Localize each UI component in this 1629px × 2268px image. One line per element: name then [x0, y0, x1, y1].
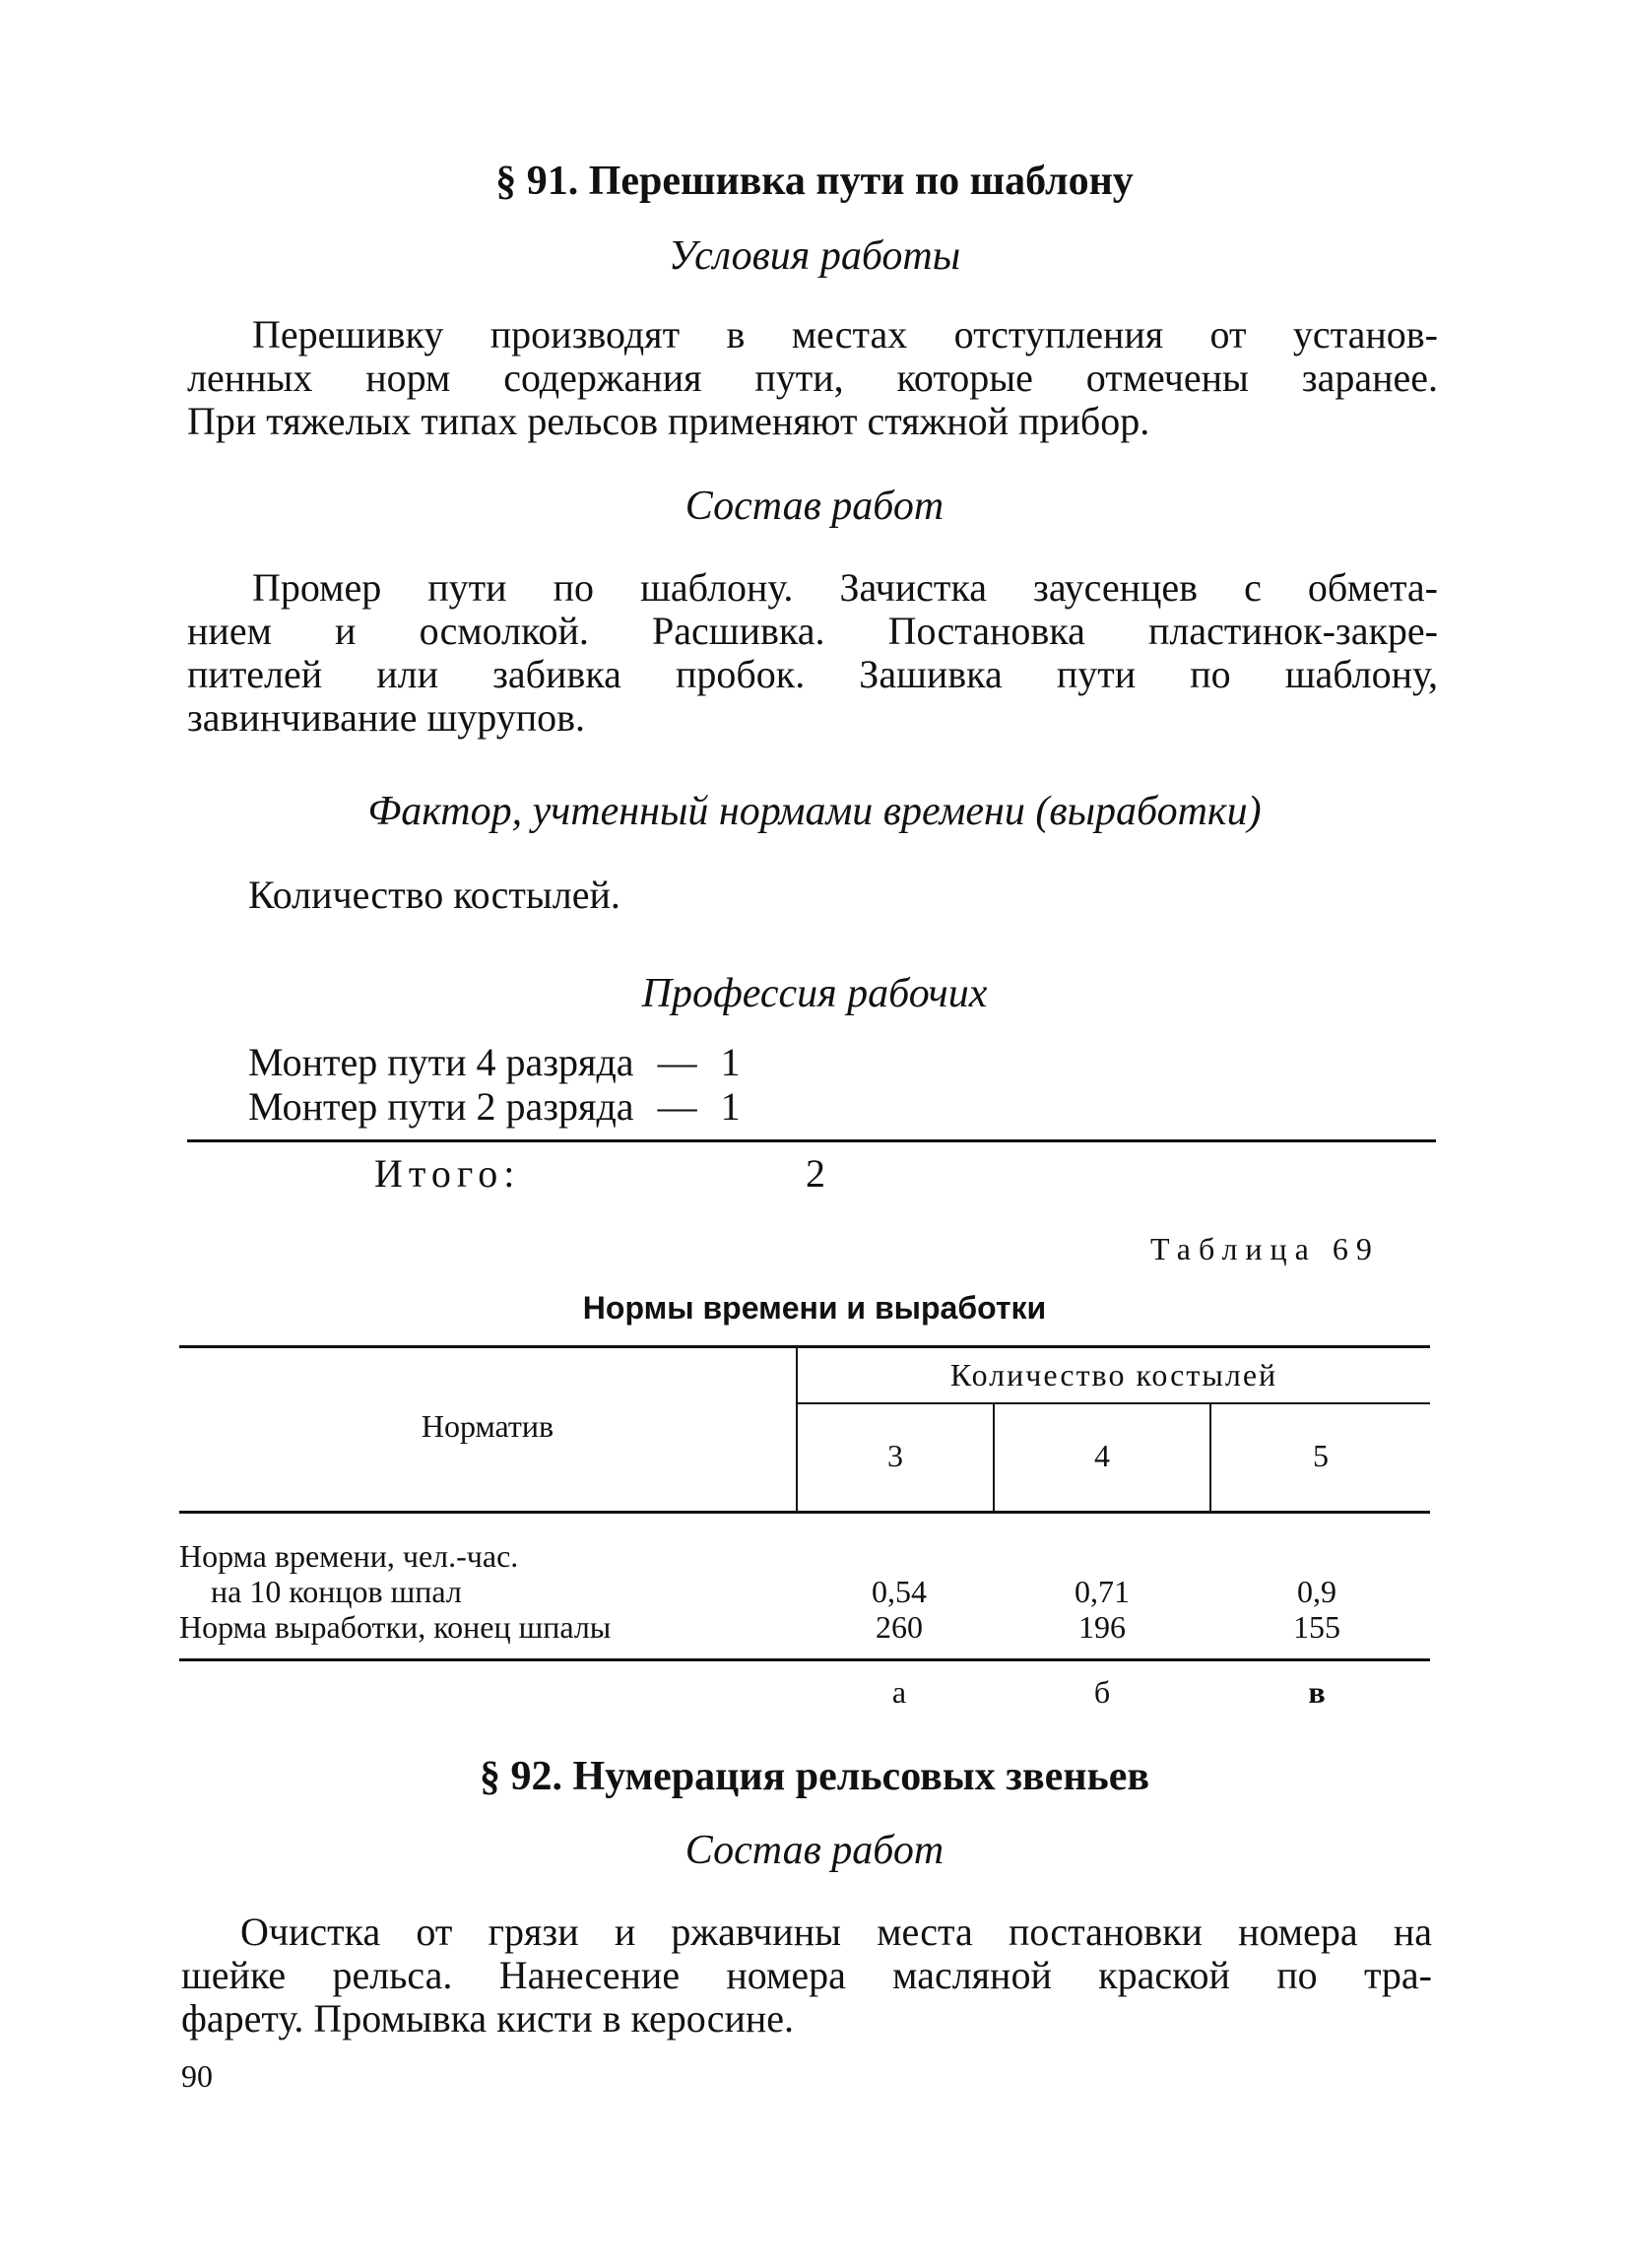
- worker-count: 1: [720, 1084, 741, 1129]
- table-cell: 155: [1293, 1609, 1340, 1645]
- composition-92-line-2: шейке рельса. Нанесение номера масляной краской по тра-: [181, 1953, 1432, 1997]
- factor-heading: Фактор, учтенный нормами времени (выработки): [367, 789, 1262, 834]
- table-top-rule: [179, 1345, 1430, 1348]
- header-column: 5: [1313, 1438, 1329, 1473]
- table-header-bottom-rule: [179, 1511, 1430, 1514]
- worker-count: 1: [720, 1040, 741, 1084]
- table-cell: 0,71: [1075, 1574, 1130, 1609]
- conditions-line-3: При тяжелых типах рельсов применяют стяжной прибор.: [187, 399, 1150, 443]
- section-91-title: § 91. Перешивка пути по шаблону: [495, 159, 1134, 204]
- composition-92-line-1: Очистка от грязи и ржавчины места постановки номера на: [240, 1910, 1432, 1954]
- total-label: Итого:: [374, 1151, 521, 1196]
- conditions-line-1: Перешивку производят в местах отступления от установ-: [252, 312, 1438, 356]
- conditions-paragraph: [187, 313, 1438, 443]
- table-cell: 0,9: [1297, 1574, 1336, 1609]
- worker-label: Монтер пути 4 разряда: [248, 1040, 634, 1084]
- section-92-title: § 92. Нумерация рельсовых звеньев: [479, 1754, 1150, 1799]
- composition-paragraph-91: [187, 566, 1438, 740]
- composition-paragraph-92: [181, 1911, 1432, 2041]
- total-divider: [187, 1139, 1436, 1142]
- conditions-line-2: ленных норм содержания пути, которые отмечены заранее.: [187, 356, 1438, 400]
- table-cell: 260: [876, 1609, 923, 1645]
- factor-text: Количество костылей.: [248, 873, 620, 917]
- worker-label: Монтер пути 2 разряда: [248, 1084, 634, 1129]
- composition-92-line-3: фарету. Промывка кисти в керосине.: [181, 1996, 795, 2041]
- composition-heading-92: Состав работ: [684, 1828, 945, 1873]
- column-letter: а: [891, 1674, 907, 1710]
- profession-heading: Профессия рабочих: [641, 971, 988, 1016]
- conditions-heading: Условия работы: [668, 233, 961, 279]
- total-value: 2: [806, 1151, 825, 1196]
- worker-row: [248, 1039, 741, 1085]
- worker-row: [248, 1083, 741, 1130]
- row-label: Норма выработки, конец шпалы: [179, 1609, 612, 1645]
- header-group: Количество костылей: [949, 1357, 1278, 1393]
- composition-heading-91: Состав работ: [684, 484, 945, 529]
- composition-line-2: нием и осмолкой. Расшивка. Постановка пластинок-закре-: [187, 609, 1438, 653]
- column-letter: б: [1093, 1674, 1111, 1710]
- worker-dash: —: [657, 1084, 697, 1129]
- header-column: 4: [1094, 1438, 1110, 1473]
- page-number: 90: [181, 2058, 213, 2094]
- worker-dash: —: [657, 1040, 697, 1084]
- table-bottom-rule: [179, 1658, 1430, 1661]
- row-label-continued: на 10 концов шпал: [211, 1574, 462, 1609]
- table-cell: 0,54: [872, 1574, 927, 1609]
- table-subheader-rule: [798, 1402, 1430, 1404]
- column-letter: в: [1308, 1674, 1326, 1710]
- composition-line-4: завинчивание шурупов.: [187, 695, 586, 740]
- table-label: Таблица 69: [1150, 1231, 1380, 1266]
- table-cell: 196: [1078, 1609, 1126, 1645]
- row-label: Норма времени, чел.-час.: [179, 1538, 519, 1574]
- composition-line-3: пителей или забивка пробок. Зашивка пути по шаблону,: [187, 652, 1438, 696]
- header-column: 3: [887, 1438, 903, 1473]
- composition-line-1: Промер пути по шаблону. Зачистка заусенцев с обмета-: [252, 565, 1438, 610]
- table-title: Нормы времени и выработки: [582, 1290, 1047, 1326]
- header-norm: Норматив: [421, 1408, 554, 1444]
